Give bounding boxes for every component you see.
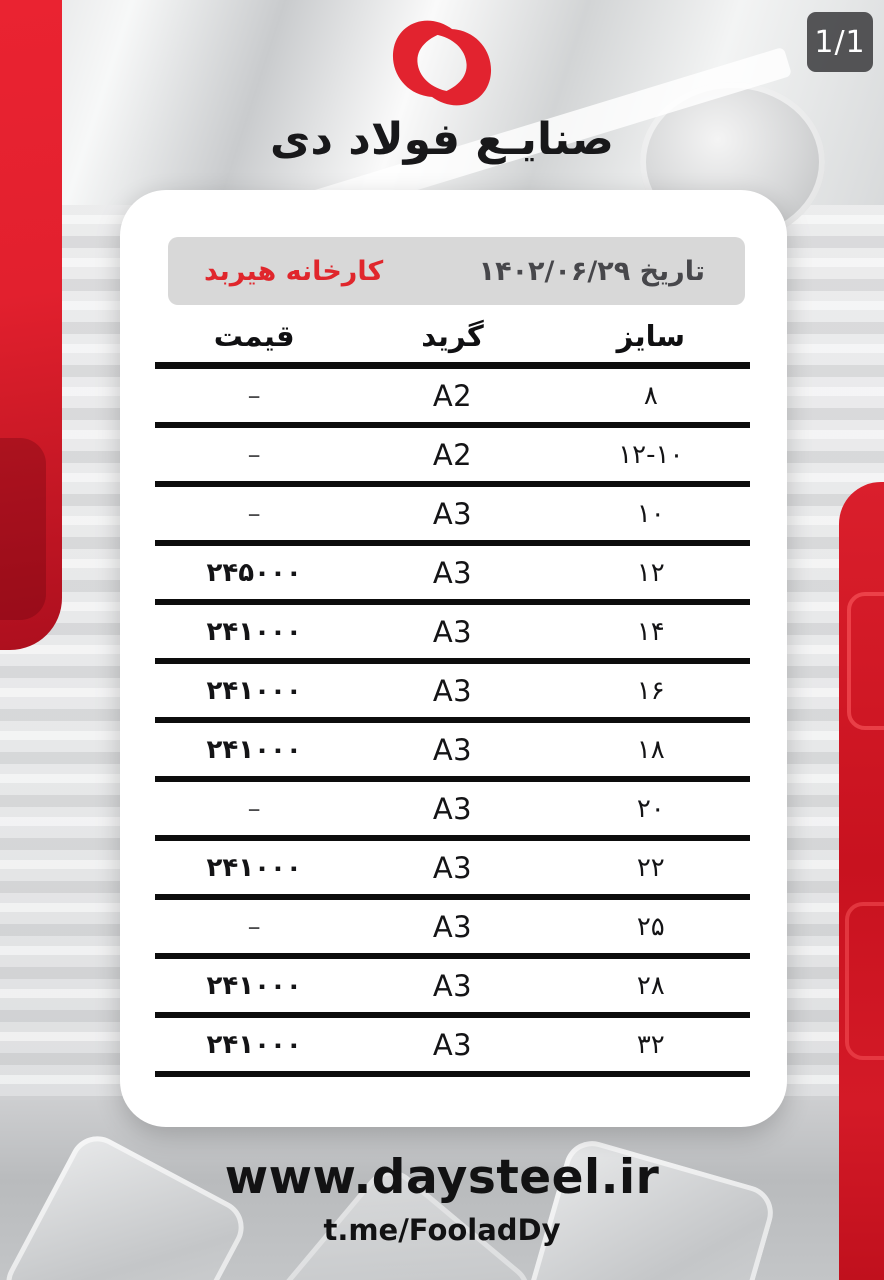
price-table-body bbox=[155, 362, 750, 1077]
price-cell: ۲۴۱۰۰۰ bbox=[206, 970, 302, 1001]
size-column-header: سایز bbox=[616, 319, 685, 353]
price-cell: – bbox=[247, 793, 261, 824]
page-indicator-label: 1/1 bbox=[814, 24, 866, 60]
price-cell: – bbox=[247, 439, 261, 470]
table-row bbox=[155, 1018, 750, 1077]
grade-cell: A3 bbox=[432, 909, 473, 944]
telegram-label: t.me/FooladDy bbox=[323, 1213, 561, 1247]
website-label: www.daysteel.ir bbox=[224, 1150, 660, 1205]
factory-label: کارخانه هیربد bbox=[204, 255, 384, 287]
size-cell: ۲۲ bbox=[636, 852, 665, 883]
size-cell: ۸ bbox=[643, 380, 658, 411]
footer bbox=[0, 1150, 884, 1247]
table-row bbox=[155, 723, 750, 782]
table-row bbox=[155, 841, 750, 900]
table-row bbox=[155, 487, 750, 546]
size-cell: ۱۸ bbox=[636, 734, 665, 765]
size-cell: ۱۲ bbox=[636, 557, 665, 588]
table-row bbox=[155, 369, 750, 428]
table-row bbox=[155, 782, 750, 841]
grade-cell: A3 bbox=[432, 850, 473, 885]
table-row bbox=[155, 605, 750, 664]
price-cell: ۲۴۱۰۰۰ bbox=[206, 734, 302, 765]
price-cell: ۲۴۵۰۰۰ bbox=[206, 557, 302, 588]
grade-cell: A3 bbox=[432, 968, 473, 1003]
brand-title: صنایـع فولاد دی bbox=[270, 114, 614, 165]
size-cell: ۱۰ bbox=[636, 498, 665, 529]
price-cell: – bbox=[247, 380, 261, 411]
grade-cell: A2 bbox=[432, 378, 473, 413]
grade-cell: A3 bbox=[432, 614, 473, 649]
price-cell: – bbox=[247, 911, 261, 942]
size-cell: ۲۸ bbox=[636, 970, 665, 1001]
brand-header bbox=[0, 14, 884, 165]
info-bar bbox=[168, 237, 745, 305]
price-cell: ۲۴۱۰۰۰ bbox=[206, 852, 302, 883]
date-label: تاریخ ۱۴۰۲/۰۶/۲۹ bbox=[478, 255, 705, 287]
price-cell: – bbox=[247, 498, 261, 529]
size-cell: ۱۴ bbox=[636, 616, 665, 647]
size-cell: ۲۰ bbox=[636, 793, 665, 824]
table-row bbox=[155, 959, 750, 1018]
size-cell: ۳۲ bbox=[636, 1029, 665, 1060]
price-cell: ۲۴۱۰۰۰ bbox=[206, 616, 302, 647]
table-row bbox=[155, 900, 750, 959]
page-indicator-badge bbox=[807, 12, 873, 72]
grade-cell: A2 bbox=[432, 437, 473, 472]
grade-cell: A3 bbox=[432, 496, 473, 531]
price-cell: ۲۴۱۰۰۰ bbox=[206, 1029, 302, 1060]
infinity-ribbon-logo bbox=[388, 14, 496, 112]
size-cell: ۲۵ bbox=[636, 911, 665, 942]
size-cell: ۱۶ bbox=[636, 675, 665, 706]
table-row bbox=[155, 664, 750, 723]
table-header-row bbox=[155, 310, 750, 362]
grade-column-header: گرید bbox=[421, 319, 484, 353]
grade-cell: A3 bbox=[432, 732, 473, 767]
price-card bbox=[120, 190, 787, 1127]
table-row bbox=[155, 428, 750, 487]
grade-cell: A3 bbox=[432, 791, 473, 826]
grade-cell: A3 bbox=[432, 1027, 473, 1062]
grade-cell: A3 bbox=[432, 555, 473, 590]
table-row bbox=[155, 546, 750, 605]
price-cell: ۲۴۱۰۰۰ bbox=[206, 675, 302, 706]
grade-cell: A3 bbox=[432, 673, 473, 708]
price-column-header: قیمت bbox=[213, 319, 295, 353]
size-cell: ۱۲-۱۰ bbox=[618, 439, 684, 470]
